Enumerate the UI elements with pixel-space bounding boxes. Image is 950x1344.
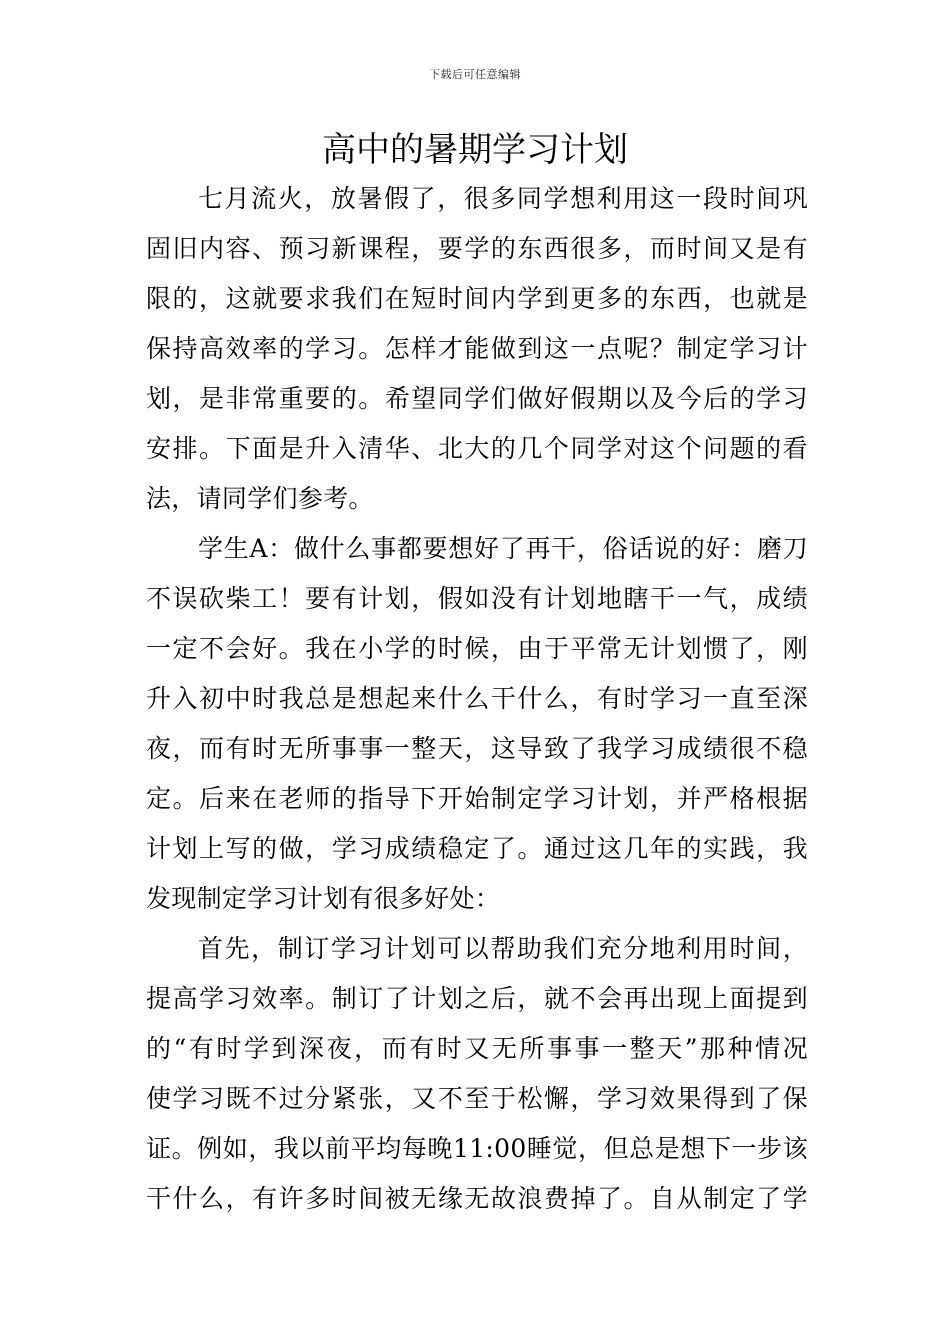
paragraph-2-line-4: 升入初中时我总是想起来什么干什么，有时学习一直至深 [146, 684, 808, 713]
paragraph-2-line-3: 一定不会好。我在小学的时候，由于平常无计划惯了，刚 [146, 634, 808, 663]
paragraph-3-line-3: 的“有时学到深夜，而有时又无所事事一整天”那种情况 [146, 1034, 808, 1063]
paragraph-1-line-2: 固旧内容、预习新课程，要学的东西很多，而时间又是有 [146, 234, 808, 263]
paragraph-1-line-4: 保持高效率的学习。怎样才能做到这一点呢？制定学习计 [146, 334, 808, 363]
document-title: 高中的暑期学习计划 [322, 130, 628, 170]
paragraph-2-line-7: 计划上写的做，学习成绩稳定了。通过这几年的实践，我 [146, 834, 808, 863]
paragraph-1-line-3: 限的，这就要求我们在短时间内学到更多的东西，也就是 [146, 284, 808, 313]
paragraph-3-line-1: 首先，制订学习计划可以帮助我们充分地利用时间， [198, 934, 808, 963]
paragraph-2-line-2: 不误砍柴工！要有计划，假如没有计划地瞎干一气，成绩 [146, 584, 808, 613]
paragraph-2-line-5: 夜，而有时无所事事一整天，这导致了我学习成绩很不稳 [146, 734, 808, 763]
body-text [146, 174, 808, 1224]
paragraph-1-line-1: 七月流火，放暑假了，很多同学想利用这一段时间巩 [198, 184, 808, 213]
paragraph-2-line-8: 发现制定学习计划有很多好处： [146, 884, 501, 913]
paragraph-2-line-6: 定。后来在老师的指导下开始制定学习计划，并严格根据 [146, 784, 808, 813]
paragraph-2-line-1: 学生A：做什么事都要想好了再干，俗话说的好：磨刀 [198, 534, 808, 563]
paragraph-1-line-6: 安排。下面是升入清华、北大的几个同学对这个问题的看 [146, 434, 808, 463]
paragraph-1-line-7: 法，请同学们参考。 [146, 484, 374, 513]
header-note: 下载后可任意编辑 [429, 68, 521, 81]
paragraph-3-line-4: 使学习既不过分紧张，又不至于松懈，学习效果得到了保 [146, 1084, 808, 1113]
paragraph-3-line-5: 证。例如，我以前平均每晚11:00睡觉，但总是想下一步该 [146, 1134, 808, 1163]
paragraph-3-line-6: 干什么，有许多时间被无缘无故浪费掉了。自从制定了学 [146, 1184, 808, 1213]
paragraph-3-line-2: 提高学习效率。制订了计划之后，就不会再出现上面提到 [146, 984, 808, 1013]
paragraph-1-line-5: 划，是非常重要的。希望同学们做好假期以及今后的学习 [146, 384, 808, 413]
